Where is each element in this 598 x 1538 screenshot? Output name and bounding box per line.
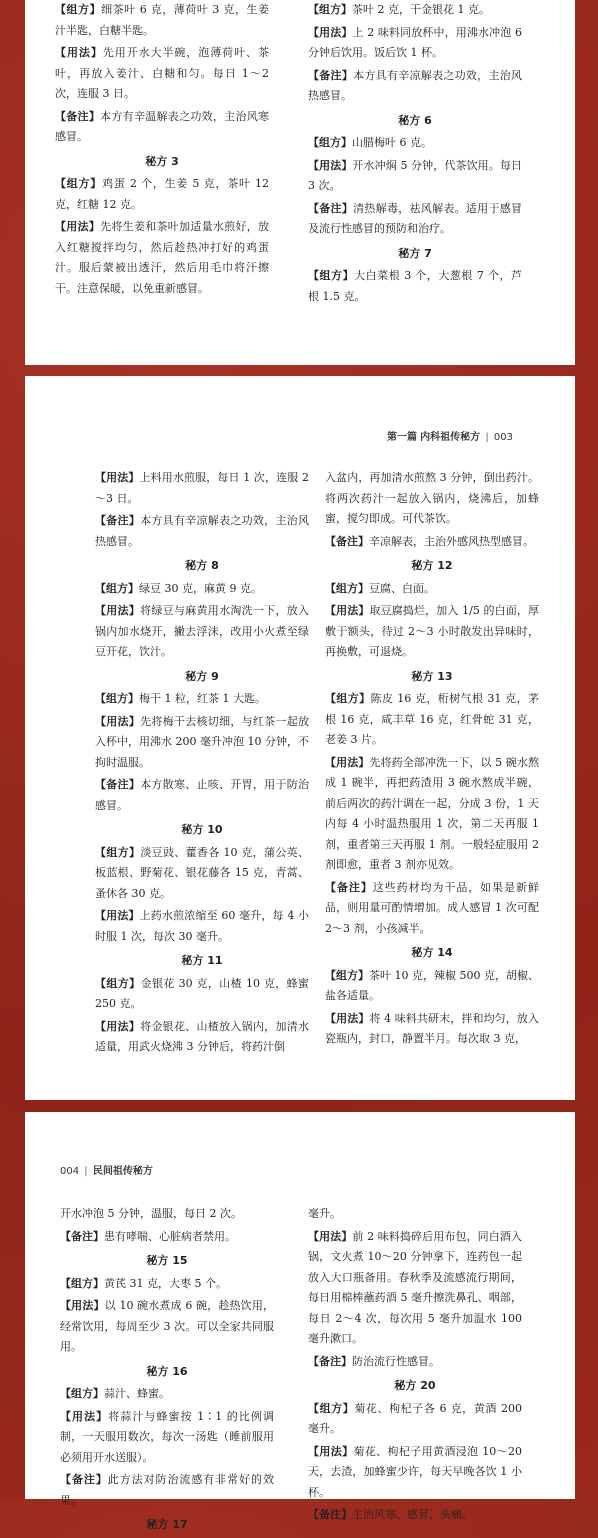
recipe-heading: 秘方 17 (146, 1518, 188, 1531)
section-label: 【组方】 (308, 269, 355, 282)
recipe-heading: 秘方 7 (398, 246, 432, 260)
section-label: 【备注】 (95, 778, 141, 791)
paragraph-text: 茶叶 2 克，干金银花 1 克。 (352, 3, 490, 16)
paragraph-text: 鸡蛋 2 个，生姜 5 克，茶叶 12 克，红糖 12 克。 (55, 177, 269, 211)
recipe-paragraph (325, 1009, 539, 1050)
section-label: 【用法】 (308, 1444, 354, 1458)
section-label: 【组方】 (95, 692, 139, 705)
recipe-paragraph (95, 579, 309, 600)
paragraph-text: 上 2 味料同放杯中，用沸水冲泡 6 分钟后饮用。饭后饮 1 杯。 (308, 25, 522, 59)
recipe-paragraph (325, 579, 539, 600)
recipe-paragraph (95, 712, 309, 774)
paragraph-text: 菊花、枸杞子用黄酒浸泡 10～20 天，去渣，加蜂蜜少许，每天早晚各饮 1 小杯。 (308, 1444, 522, 1499)
header-title: 内科祖传秘方 (420, 432, 481, 443)
book-page-004 (25, 1112, 575, 1531)
recipe-heading: 秘方 10 (181, 823, 223, 836)
section-label: 【备注】 (308, 201, 354, 215)
section-label: 【备注】 (308, 68, 354, 82)
recipe-paragraph (55, 217, 269, 299)
recipe-paragraph (308, 0, 522, 21)
section-label: 【用法】 (55, 46, 103, 59)
recipe-paragraph (308, 156, 522, 197)
section-label: 【备注】 (55, 109, 101, 123)
paragraph-text: 淡豆豉、藿香各 10 克，蒲公英、板蓝根、野菊花、银花藤各 15 克，青蒿、蚤休各 30 克。 (95, 845, 309, 900)
text-column-right (308, 0, 522, 309)
recipe-paragraph (308, 1204, 522, 1225)
recipe-heading: 秘方 8 (185, 559, 219, 572)
paragraph-text: 先将药全部冲洗一下，以 5 碗水熬成 1 碗半，再把药渣用 3 碗水熬成半碗，前后两次的药汁调在一起，分成 3 份，1 天内每 4 小时温热服用 1 次，第二天再服 1 剂，重者第三天再服 1 剂。一般轻症服用 2 剂即愈，重者 3 剂亦见效。 (325, 755, 539, 871)
recipe-paragraph (55, 107, 269, 148)
recipe-paragraph (55, 174, 269, 215)
recipe-paragraph (95, 601, 309, 663)
paragraph-text: 山腊梅叶 6 克。 (352, 136, 432, 149)
paragraph-text: 本方散寒、止咳、开胃，用于防治感冒。 (95, 778, 310, 812)
section-label: 【备注】 (308, 1354, 352, 1368)
recipe-paragraph (95, 468, 309, 509)
recipe-paragraph (95, 1017, 309, 1058)
recipe-paragraph (308, 1442, 522, 1504)
section-label: 【备注】 (60, 1473, 108, 1486)
paragraph-text: 细茶叶 6 克，薄荷叶 3 克，生姜汁半匙，白糖半匙。 (55, 3, 269, 37)
paragraph-text: 豆腐、白面。 (369, 581, 435, 595)
recipe-paragraph (308, 1352, 522, 1373)
header-title: 民间祖传秘方 (92, 1166, 153, 1177)
header-separator: | (84, 1166, 88, 1177)
book-page-003 (25, 376, 575, 1100)
recipe-heading: 秘方 15 (146, 1254, 188, 1267)
section-label: 【备注】 (325, 534, 369, 548)
recipe-paragraph (325, 601, 539, 663)
recipe-heading: 秘方 16 (146, 1364, 188, 1378)
recipe-paragraph (60, 1227, 274, 1248)
recipe-paragraph (55, 0, 269, 41)
paragraph-text: 将绿豆与麻黄用水淘洗一下，放入锅内加水烧开，撇去浮沫，改用小火煮至绿豆开花，饮汁。 (95, 604, 310, 658)
section-label: 【组方】 (325, 968, 370, 982)
paragraph-text: 辛凉解表，主治外感风热型感冒。 (369, 534, 534, 548)
header-separator: | (485, 432, 489, 443)
section-label: 【组方】 (308, 1401, 355, 1415)
running-header (387, 428, 513, 443)
section-label: 【组方】 (55, 3, 102, 16)
recipe-paragraph (60, 1296, 274, 1358)
recipe-paragraph (95, 511, 309, 552)
paragraph-text: 此方法对防治流感有非常好的效果。 (60, 1473, 274, 1507)
recipe-heading: 秘方 6 (398, 113, 432, 127)
section-label: 【组方】 (95, 976, 141, 990)
recipe-heading: 秘方 11 (181, 954, 223, 967)
paragraph-text: 取豆腐捣烂，加入 1/5 的白面，厚敷于额头，待过 2～3 小时散发出异味时，再换敷，可退烧。 (325, 604, 539, 658)
recipe-paragraph (95, 974, 309, 1015)
section-label: 【用法】 (95, 714, 141, 728)
paragraph-text: 防治流行性感冒。 (352, 1354, 440, 1368)
paragraph-text: 菊花、枸杞子各 6 克，黄酒 200 毫升。 (308, 1401, 523, 1435)
recipe-paragraph (95, 906, 309, 947)
paragraph-text: 将蒜汁与蜂蜜按 1∶1 的比例调制，一天服用数次，每次一汤匙（睡前服用必须用开水送服）。 (60, 1409, 274, 1464)
recipe-paragraph (308, 266, 522, 307)
section-label: 【用法】 (308, 158, 353, 172)
section-label: 【组方】 (308, 136, 352, 149)
section-label: 【备注】 (60, 1229, 104, 1243)
paragraph-text: 本方有辛温解表之功效，主治风寒感冒。 (55, 109, 270, 143)
recipe-paragraph (325, 966, 539, 1007)
recipe-paragraph (55, 43, 269, 105)
section-label: 【用法】 (95, 909, 140, 922)
section-label: 【用法】 (55, 220, 101, 233)
section-label: 【备注】 (95, 514, 141, 527)
paragraph-text: 患有哮喘、心脏病者禁用。 (104, 1229, 236, 1243)
paragraph-text: 茶叶 10 克，辣椒 500 克，胡椒、盐各适量。 (325, 968, 540, 1002)
recipe-paragraph (308, 23, 522, 64)
recipe-paragraph (325, 753, 539, 876)
section-label: 【组方】 (95, 845, 141, 859)
recipe-paragraph (95, 775, 309, 816)
paragraph-text: 以 10 碗水煮成 6 碗，趁热饮用，经常饮用，每周至少 3 次。可以全家共同服用。 (60, 1299, 275, 1353)
paragraph-text: 这些药材均为干品，如果是新鲜品，则用量可酌情增加。成人感冒 1 次可配 2～3 剂，小孩减半。 (325, 880, 539, 935)
recipe-paragraph (60, 1204, 274, 1225)
recipe-heading: 秘方 14 (411, 946, 453, 959)
paragraph-text: 陈皮 16 克，桁树气根 31 克，茅根 16 克，咸丰草 16 克，红骨蛇 31 克，老姜 3 片。 (325, 692, 539, 746)
section-label: 【用法】 (308, 1229, 353, 1243)
paragraph-text: 开水冲泡 5 分钟，温服，每日 2 次。 (60, 1207, 242, 1220)
section-label: 【组方】 (60, 1276, 104, 1290)
recipe-heading: 秘方 20 (394, 1379, 436, 1392)
paragraph-text: 先用开水大半碗，泡薄荷叶、茶叶，再放入姜汁、白糖和匀。每日 1～2 次，连服 3 日。 (55, 46, 269, 100)
section-label: 【组方】 (325, 692, 371, 705)
page-number: 004 (60, 1166, 80, 1177)
recipe-heading: 秘方 3 (145, 154, 179, 168)
paragraph-text: 入盆内，再加清水煎熬 3 分钟，倒出药汁。将两次药汁一起放入锅内，烧沸后，加蜂蜜，搅匀即成。可代茶饮。 (325, 471, 539, 525)
recipe-paragraph (95, 843, 309, 905)
paragraph-text: 先将梅干去核切细，与红茶一起放入杯中，用沸水 200 毫升冲泡 10 分钟，不拘时温服。 (95, 714, 310, 769)
paragraph-text: 将金银花、山楂放入锅内，加清水适量，用武火烧沸 3 分钟后，将药汁倒 (95, 1019, 310, 1053)
recipe-paragraph (308, 1399, 522, 1440)
paragraph-text: 金银花 30 克，山楂 10 克，蜂蜜 250 克。 (95, 976, 309, 1010)
recipe-paragraph (60, 1407, 274, 1469)
recipe-paragraph (325, 878, 539, 940)
text-column-left (95, 468, 309, 1060)
paragraph-text: 毫升。 (308, 1207, 341, 1220)
recipe-heading: 秘方 9 (185, 669, 219, 683)
recipe-paragraph (60, 1274, 274, 1295)
section-label: 【组方】 (325, 581, 369, 595)
section-label: 【用法】 (325, 1011, 370, 1025)
recipe-paragraph (308, 1505, 522, 1526)
paragraph-text: 蒜汁、蜂蜜。 (104, 1387, 170, 1400)
paragraph-text: 主治风寒、感冒、头痛。 (352, 1508, 473, 1521)
text-column-right (325, 468, 539, 1052)
section-label: 【组方】 (60, 1387, 104, 1400)
text-column-right (308, 1204, 522, 1528)
section-label: 【用法】 (308, 25, 353, 39)
paragraph-text: 上药水煎浓缩至 60 毫升，每 4 小时服 1 次，每次 30 毫升。 (95, 909, 310, 943)
page-number: 003 (493, 432, 513, 443)
section-label: 【用法】 (95, 471, 140, 484)
section-label: 【用法】 (325, 755, 370, 769)
section-label: 【用法】 (60, 1409, 109, 1423)
running-header (60, 1162, 153, 1177)
text-column-left (60, 1204, 274, 1538)
paragraph-text: 先将生姜和茶叶加适量水煎好，放入红糖搅拌均匀，然后趁热冲打好的鸡蛋汁。服后蒙被出透汗，然后用毛巾将汗擦干。注意保暖，以免重新感冒。 (55, 220, 270, 295)
recipe-paragraph (325, 532, 539, 553)
section-label: 【用法】 (95, 604, 141, 617)
recipe-paragraph (308, 1227, 522, 1350)
paragraph-text: 大白菜根 3 个，大葱根 7 个，芦根 1.5 克。 (308, 269, 522, 303)
paragraph-text: 梅干 1 粒，红茶 1 大匙。 (139, 692, 266, 705)
recipe-heading: 秘方 12 (411, 559, 453, 572)
paragraph-text: 黄芪 31 克，大枣 5 个。 (104, 1276, 227, 1290)
book-page-top (25, 0, 575, 365)
paragraph-text: 本方具有辛凉解表之功效，主治风热感冒。 (95, 514, 310, 548)
section-label: 【备注】 (308, 1508, 352, 1521)
paragraph-text: 本方具有辛凉解表之功效，主治风热感冒。 (308, 68, 523, 102)
paragraph-text: 绿豆 30 克，麻黄 9 克。 (139, 581, 262, 595)
section-label: 【备注】 (325, 880, 373, 894)
recipe-paragraph (95, 689, 309, 710)
section-label: 【用法】 (325, 604, 370, 617)
recipe-paragraph (308, 133, 522, 154)
header-part: 第一篇 (386, 432, 417, 443)
recipe-paragraph (308, 199, 522, 240)
recipe-paragraph (325, 689, 539, 751)
recipe-paragraph (325, 468, 539, 530)
paragraph-text: 清热解毒，祛风解表。适用于感冒及流行性感冒的预防和治疗。 (308, 201, 523, 235)
recipe-paragraph (60, 1470, 274, 1511)
section-label: 【组方】 (55, 177, 103, 190)
paragraph-text: 开水冲焖 5 分钟，代茶饮用。每日 3 次。 (308, 158, 522, 192)
section-label: 【用法】 (60, 1299, 105, 1312)
text-column-left (55, 0, 269, 301)
paragraph-text: 上料用水煎服，每日 1 次，连服 2～3 日。 (95, 471, 309, 505)
recipe-paragraph (308, 66, 522, 107)
paragraph-text: 将 4 味料共研末，拌和均匀，放入瓷瓶内，封口，静置半月。每次取 3 克， (325, 1011, 539, 1045)
section-label: 【组方】 (308, 3, 352, 16)
recipe-heading: 秘方 13 (411, 669, 453, 683)
section-label: 【组方】 (95, 581, 139, 595)
paragraph-text: 前 2 味料捣碎后用布包，同白酒入锅，文火煮 10～20 分钟拿下，连药包一起放入大口瓶备用。春秋季及流感流行期间，每日用棉棒蘸药酒 5 毫升擦洗鼻孔、咽部，每日 2～4 次，每次用 5 毫升加温水 100 毫升漱口。 (308, 1229, 522, 1345)
recipe-paragraph (60, 1384, 274, 1405)
section-label: 【用法】 (95, 1019, 141, 1033)
